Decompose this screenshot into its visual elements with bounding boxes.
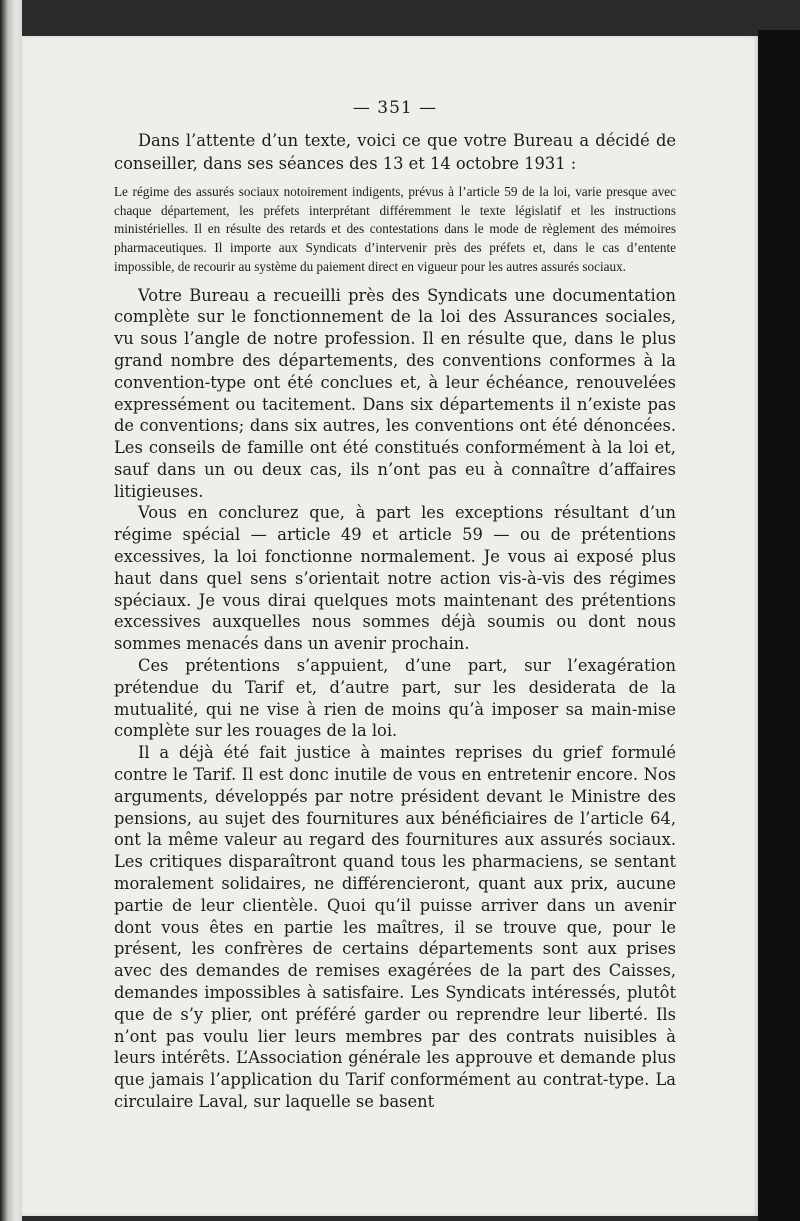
paragraph-conclusion: Vous en conclurez que, à part les exceptions résultant d’un régime spécial — article 49 et article 59 — ou de prétentions excessives, la loi fonctionne normalement. Je vous ai exposé plus haut dans quel sens s’orientait notre action vis-à-vis des régimes spéciaux. Je vous dirai quelques mots maintenant des prétentions excessives auxquelles nous sommes déjà soumis ou dont nous sommes menacés dans un avenir prochain. — [114, 503, 676, 654]
paragraph-documentation: Votre Bureau a recueilli près des Syndicats une documentation complète sur le fonctionnement de la loi des Assurances sociales, vu sous l’angle de notre profession. Il en résulte que, dans le plus grand nombre des départements, des conventions conformes à la convention-type ont été conclues et, à leur échéance, renouvelées expressément ou tacitement. Dans six départements il n’existe pas de conventions; dans six autres, les conventions ont été dénoncées. Les conseils de famille ont été constitués conformément à la loi et, sauf dans un ou deux cas, ils n’ont pas eu à connaître d’affaires litigieuses. — [114, 285, 676, 501]
paragraph-tarif: Il a déjà été fait justice à maintes reprises du grief formulé contre le Tarif. Il est donc inutile de vous en entretenir encore. Nos arguments, développés par notre président devant le Ministre des pensions, au sujet des fournitures aux bénéficiaires de l’article 64, ont la même valeur au regard des fournitures aux assurés sociaux. Les critiques disparaîtront quand tous les pharmaciens, se sentant moralement solidaires, ne différencieront, quant aux prix, aucune partie de leur clientèle. Quoi qu’il puisse arriver dans un avenir dont vous êtes en partie les maîtres, il se trouve que, pour le présent, les confrères de certains départements sont aux prises avec des demandes de remises exagérées de la part des Caisses, demandes impossibles à satisfaire. Les Syndicats intéressés, plutôt que de s’y plier, ont préféré garder ou reprendre leur liberté. Ils n’ont pas voulu lier leurs membres par des contrats nuisibles à leurs intérêts. L’Association générale les approuve et demande plus que jamais l’application du Tarif conformément au contrat-type. La circulaire Laval, sur laquelle se basent — [114, 743, 676, 1111]
quoted-resolution: Le régime des assurés sociaux notoirement indigents, prévus à l’article 59 de la loi, varie presque avec chaque département, les préfets interprétant différemment le texte législatif et les instructions ministérielles. Il en résulte des retards et des contestations dans le mode de règlement des mémoires pharmaceutiques. Il importe aux Syndicats d’intervenir près des préfets et, dans le cas d’entente impossible, de recourir au système du paiement direct en vigueur pour les autres assurés sociaux. — [114, 184, 676, 274]
page-text — [114, 98, 676, 1113]
intro-paragraph: Dans l’attente d’un texte, voici ce que votre Bureau a décidé de conseiller, dans ses séances des 13 et 14 octobre 1931 : — [114, 131, 676, 173]
scan-border — [758, 30, 800, 1221]
paragraph-pretentions: Ces prétentions s’appuient, d’une part, sur l’exagération prétendue du Tarif et, d’autre part, sur les desiderata de la mutualité, qui ne vise à rien de moins qu’à imposer sa main-mise complète sur les rouages de la loi. — [114, 656, 676, 741]
document-page — [22, 36, 758, 1216]
left-page-edge — [0, 0, 22, 1221]
page-number: — 351 — — [352, 98, 438, 118]
